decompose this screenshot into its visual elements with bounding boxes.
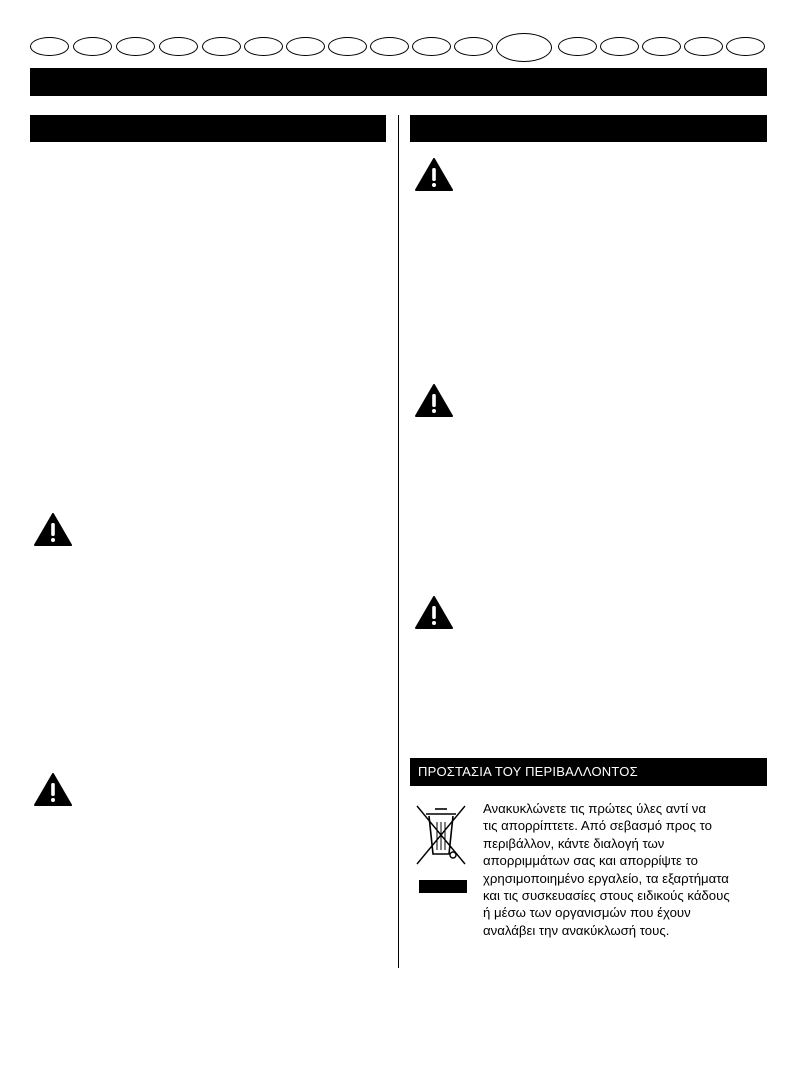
- language-tab[interactable]: [116, 37, 155, 56]
- environment-text-line: αναλάβει την ανακύκλωσή τους.: [483, 922, 670, 938]
- right-section-heading-bar: [410, 115, 767, 142]
- environment-section-heading: ΠΡΟΣΤΑΣΙΑ ΤΟΥ ΠΕΡΙΒΑΛΛΟΝΤΟΣ: [410, 758, 767, 786]
- warning-triangle-icon: [34, 773, 72, 806]
- warning-triangle-icon: [415, 158, 453, 191]
- language-tab[interactable]: [30, 37, 69, 56]
- environment-text-line: ή μέσω των οργανισμών που έχουν: [483, 905, 691, 921]
- language-tab[interactable]: [73, 37, 112, 56]
- language-tab[interactable]: [159, 37, 198, 56]
- left-section-heading-bar: [30, 115, 386, 142]
- crossed-out-wheelie-bin-icon: [415, 804, 467, 866]
- environment-text-line: απορριμμάτων σας και απορρίψτε το: [483, 853, 698, 869]
- language-tab-active[interactable]: [496, 33, 552, 62]
- language-tab[interactable]: [412, 37, 451, 56]
- language-tab[interactable]: [328, 37, 367, 56]
- language-tab[interactable]: [244, 37, 283, 56]
- language-tab[interactable]: [286, 37, 325, 56]
- warning-triangle-icon: [34, 513, 72, 546]
- environment-text-line: τις απορρίπτετε. Από σεβασμό προς το: [483, 818, 713, 834]
- language-tab[interactable]: [454, 37, 493, 56]
- language-tab[interactable]: [600, 37, 639, 56]
- environment-text-line: περιβάλλον, κάντε διαλογή των: [483, 835, 665, 851]
- page-header-bar: [30, 68, 767, 96]
- warning-triangle-icon: [415, 596, 453, 629]
- language-tab[interactable]: [370, 37, 409, 56]
- environment-text-line: χρησιμοποιημένο εργαλείο, τα εξαρτήματα: [483, 870, 729, 886]
- language-tab[interactable]: [202, 37, 241, 56]
- language-tab[interactable]: [558, 37, 597, 56]
- language-tab[interactable]: [642, 37, 681, 56]
- warning-triangle-icon: [415, 384, 453, 417]
- language-tab[interactable]: [726, 37, 765, 56]
- environment-text-line: Ανακυκλώνετε τις πρώτες ύλες αντί να: [483, 801, 707, 816]
- weee-bar: [419, 880, 467, 893]
- language-tab[interactable]: [684, 37, 723, 56]
- environment-text-line: και τις συσκευασίες στους ειδικούς κάδους: [483, 888, 730, 904]
- column-divider: [398, 115, 399, 968]
- environment-text: [483, 800, 771, 939]
